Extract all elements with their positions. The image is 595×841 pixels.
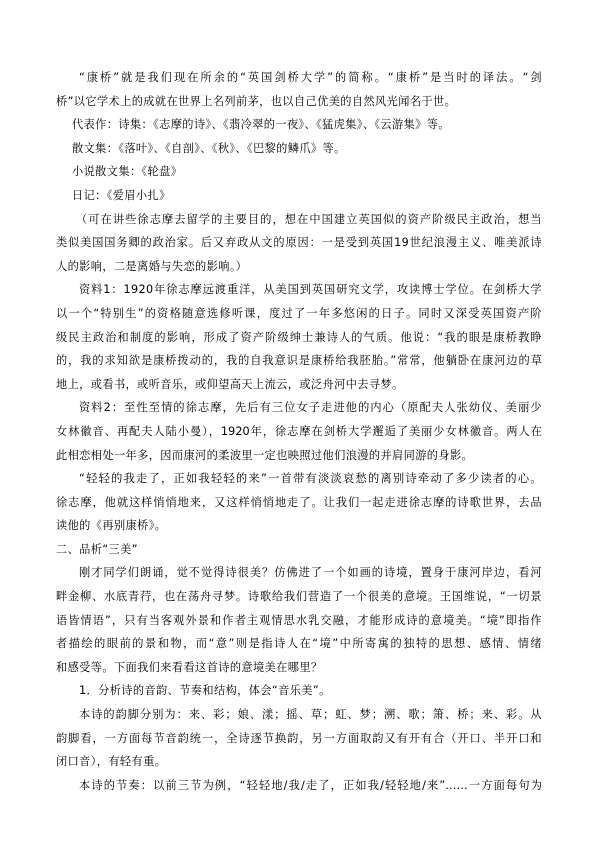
text-line: 闭口音），有轻有重。 xyxy=(56,755,167,769)
text-line: 地上，或看书，或听音乐，或仰望高天上流云，或泛舟河中去寻梦。 xyxy=(56,377,404,391)
text-line: （可在讲些徐志摩去留学的主要目的，想在中国建立英国似的资产阶级民主政治，想当 xyxy=(76,212,542,226)
text-line: 语皆情语”，只有当客观外景和作者主观情思水乳交融，才能形成诗的意境美。“境”即指作 xyxy=(56,613,542,627)
text-line: 散文集：《落叶》、《自剖》、《秋》、《巴黎的鳞爪》等。 xyxy=(72,141,346,155)
text-line: 徐志摩，他就这样悄悄地来，又这样悄悄地走了。让我们一起走进徐志摩的诗歌世界，去品 xyxy=(56,495,542,509)
text-line: 畔金柳、水底青荇，也在荡舟寻梦。诗歌给我们营造了一个很美的意境。王国维说，“一切景 xyxy=(56,590,542,604)
text-line: 的，我的求知欲是康桥拨动的，我的自我意识是康桥给我胚胎。”常常，他躺卧在康河边的草 xyxy=(56,354,542,368)
text-line: 日记：《爱眉小扎》 xyxy=(72,188,171,202)
text-line: 小说散文集：《轮盘》 xyxy=(72,165,183,179)
text-line: 桥”以它学术上的成就在世界上名列前茅，也以自己优美的自然风光闻名于世。 xyxy=(56,94,457,108)
text-line: 本诗的节奏：以前三节为例，“轻轻地/我/走了，正如我/轻轻地/来”……一方面每句为 xyxy=(79,778,542,792)
text-line: 者描绘的眼前的景和物，而“意”则是指诗人在“境”中所寄寓的独特的思想、感情、情绪 xyxy=(56,637,542,651)
text-line: 以一个“特别生”的资格随意选修听课，度过了一年多悠闲的日子。同时又深受英国资产阶 xyxy=(56,306,542,320)
section-heading: 二、品析“三美” xyxy=(56,542,138,556)
subsection-heading: 1．分析诗的音韵、节奏和结构，体会“音乐美”。 xyxy=(79,684,331,698)
text-line: 此相恋相处一年多，因而康河的柔波里一定也映照过他们浪漫的并肩同游的身影。 xyxy=(56,448,474,462)
text-line: 本诗的韵脚分别为：来、彩；娘、漾；摇、草；虹、梦；溯、歌；箫、桥；来、彩。从 xyxy=(79,708,542,722)
text-line: 代表作：诗集：《志摩的诗》、《翡冷翠的一夜》、《猛虎集》、《云游集》等。 xyxy=(72,118,450,132)
text-line: 刚才同学们朗诵，觉不觉得诗很美？仿佛进了一个如画的诗境，置身于康河岸边，看河 xyxy=(79,566,542,580)
text-line: 类似美国国务卿的政治家。后又弃政从文的原因：一是受到英国19世纪浪漫主义、唯美派诗 xyxy=(56,236,542,250)
text-line: 级民主政治和制度的影响，形成了资产阶级绅士兼诗人的气质。他说：“我的眼是康桥教睁 xyxy=(56,330,542,344)
text-line: 读他的《再别康桥》。 xyxy=(56,519,167,533)
text-line: “轻轻的我走了，正如我轻轻的来”一首带有淡淡哀愁的离别诗牵动了多少读者的心。 xyxy=(79,472,542,486)
text-line: 女林徽音、再配夫人陆小曼），1920年，徐志摩在剑桥大学邂逅了美丽少女林徽音。两人在 xyxy=(56,424,542,438)
text-line: 和感受等。下面我们来看看这首诗的意境美在哪里？ xyxy=(56,660,323,674)
text-line: 人的影响，二是离婚与失恋的影响。） xyxy=(56,259,248,273)
document-body xyxy=(56,66,542,797)
text-line: 资料2：至性至情的徐志摩，先后有三位女子走进他的内心（原配夫人张幼仪、美丽少 xyxy=(79,401,542,415)
text-line: 资料1：1920年徐志摩远渡重洋，从美国到英国研究文学，攻读博士学位。在剑桥大学 xyxy=(79,283,542,297)
text-line: 韵脚看，一方面每节音韵统一，全诗逐节换韵，另一方面取韵又有开有合（开口、半开口和 xyxy=(56,731,542,745)
text-line: “康桥”就是我们现在所余的“英国剑桥大学”的简称。“康桥”是当时的译法。“剑 xyxy=(79,71,542,84)
